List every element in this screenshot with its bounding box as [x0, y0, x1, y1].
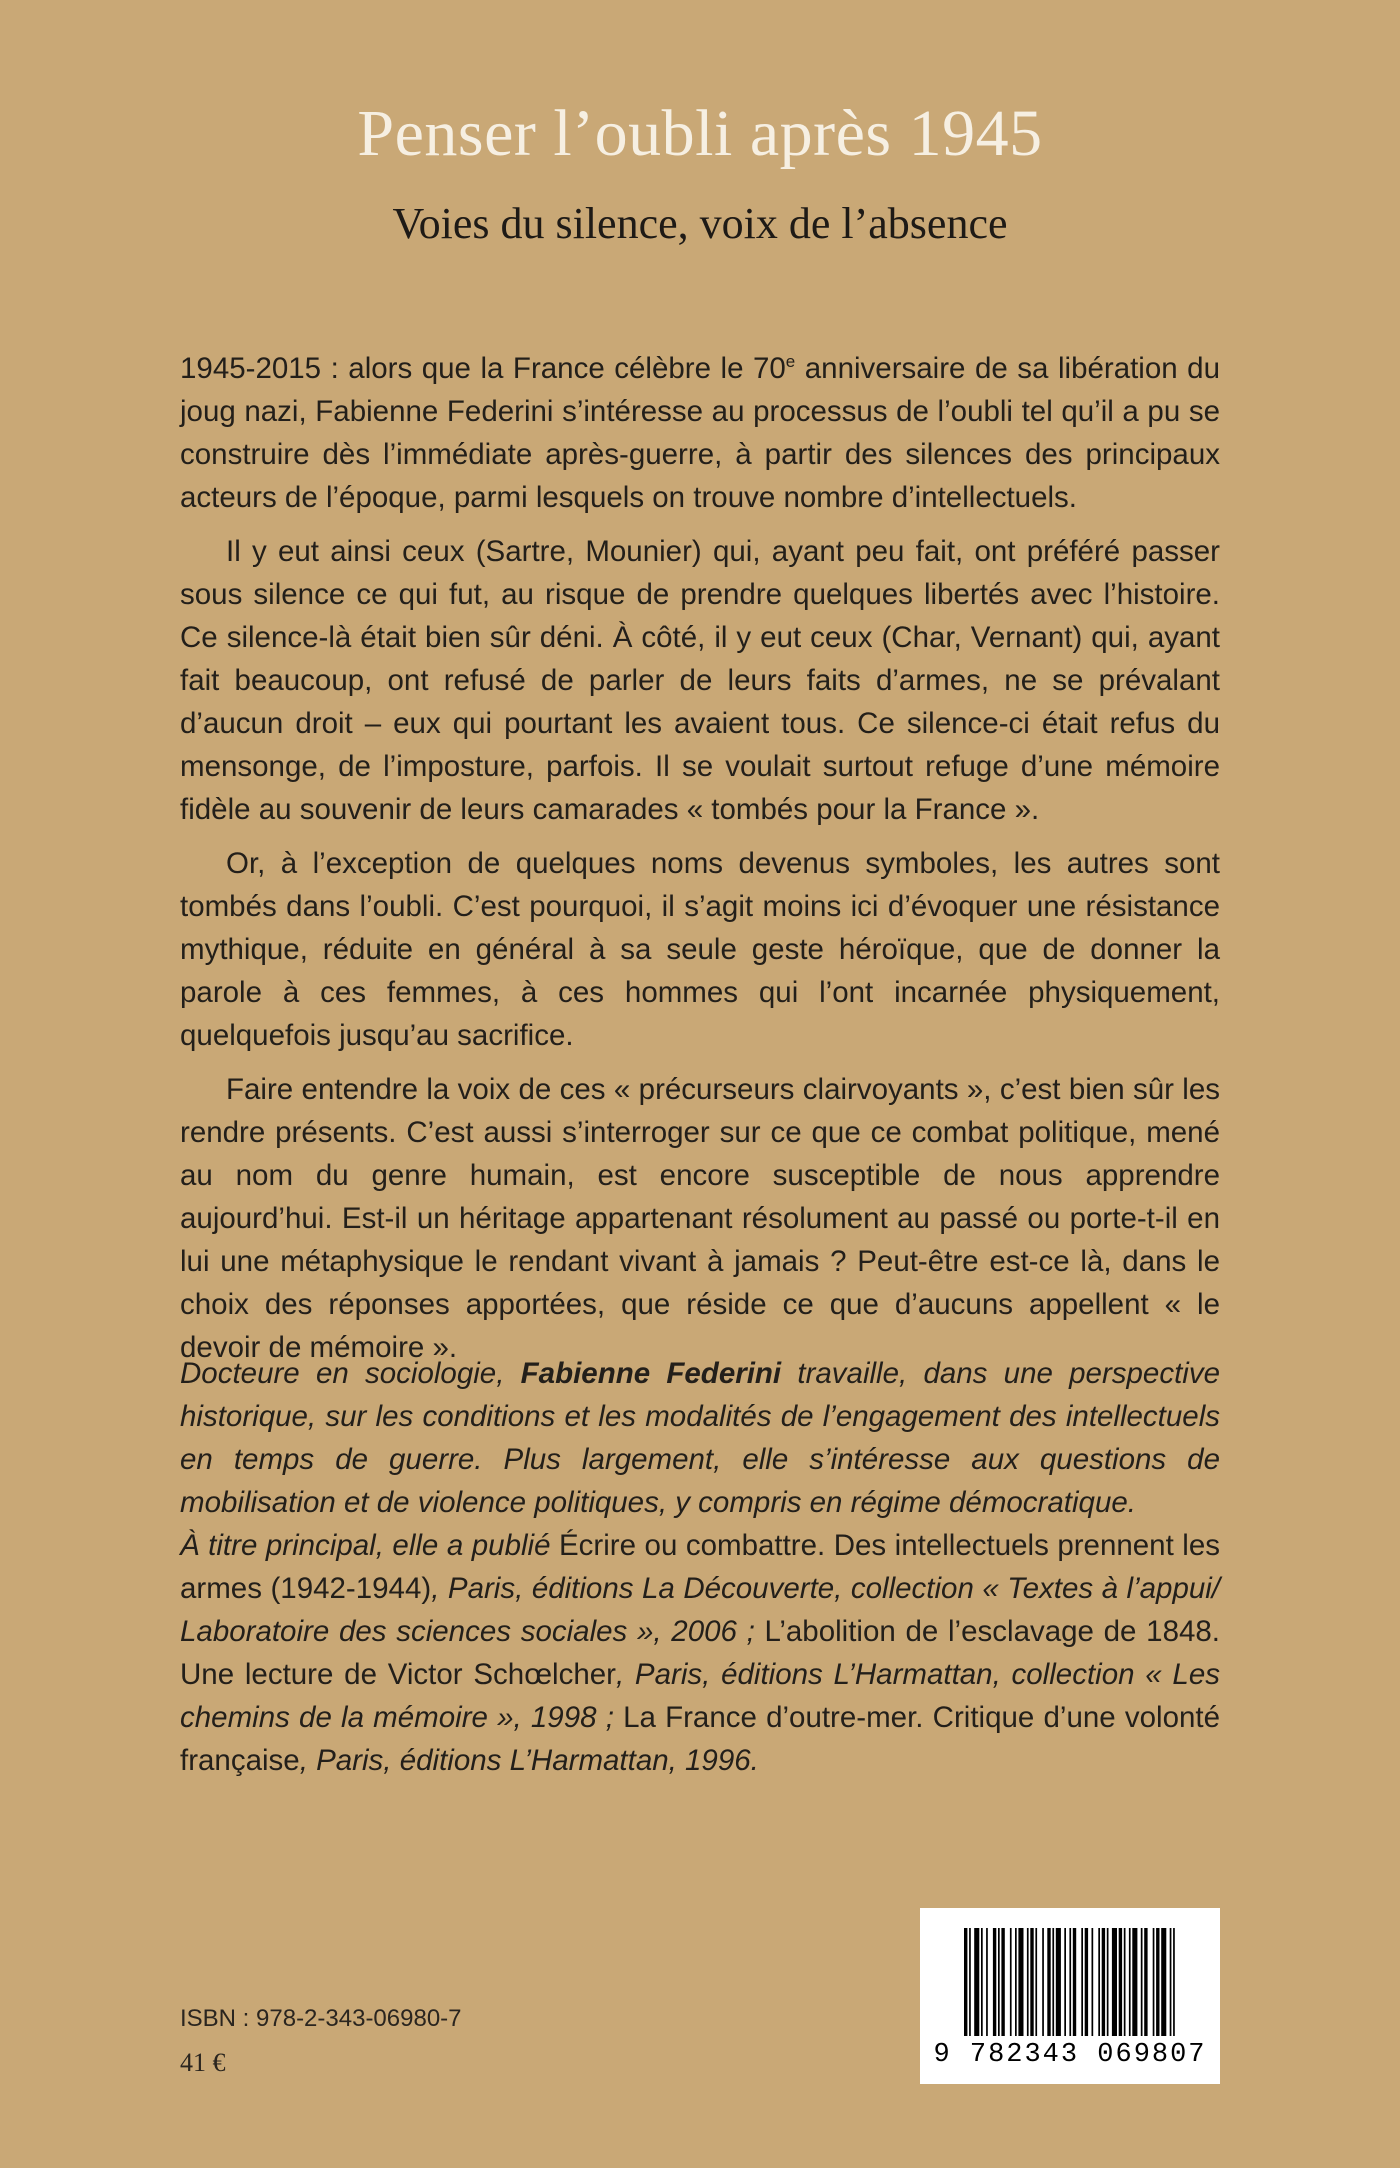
barcode-bar — [1073, 1928, 1076, 2036]
book-title: Penser l’oubli après 1945 — [357, 97, 1043, 170]
barcode-bar — [1132, 1928, 1137, 2036]
barcode-bar — [1018, 1928, 1023, 2036]
barcode-bar — [1030, 1928, 1033, 2036]
barcode-bar — [1129, 1928, 1131, 2036]
summary-paragraph-1: 1945-2015 : alors que la France célèbre le 70e anniversaire de sa libération du joug nazi, Fabienne Federini s’intéresse au processus de l’oubli tel qu’il a pu se construire dès l’immédiate après-guerre, à partir des silences des principaux acteurs de l’époque, parmi lesquels on trouve nombre d’intellectuels. — [180, 351, 1220, 514]
price-label: 41 € — [180, 2048, 226, 2077]
barcode-bar — [1035, 1928, 1037, 2036]
barcode-bar — [1124, 1928, 1126, 2036]
barcode-bar — [1161, 1928, 1166, 2036]
barcode-number: 9 782343 069807 — [933, 2040, 1207, 2070]
summary-paragraph-3: Or, à l’exception de quelques noms devenus symboles, les autres sont tombés dans l’oubli. C’est pourquoi, il s’agit moins ici d’évoquer une résistance mythique, réduite en général à sa seule geste héroïque, que de donner la parole à ces femmes, à ces hommes qui l’ont incarnée physiquement, quelquefois jusqu’au sacrifice. — [180, 846, 1220, 1052]
summary-text — [180, 340, 1220, 1380]
barcode-bar — [1069, 1928, 1071, 2036]
barcode-bar — [1098, 1928, 1100, 2036]
barcode-bars — [960, 1928, 1180, 2038]
barcode-bar — [1112, 1928, 1117, 2036]
barcode — [920, 1908, 1220, 2084]
author-bio — [180, 1352, 1220, 1782]
book-2-title: L’abolition de l’esclavage de 1848. Une lecture de Victor Schœlcher — [180, 1615, 1220, 1691]
barcode-bar — [1119, 1928, 1122, 2036]
barcode-bar — [1001, 1928, 1004, 2036]
book-3-title: La France d’outre-mer. Critique d’une volonté française — [180, 1701, 1220, 1777]
book-subtitle: Voies du silence, voix de l’absence — [392, 199, 1008, 248]
barcode-bar — [1144, 1928, 1147, 2036]
barcode-bar — [1047, 1928, 1050, 2036]
barcode-bar — [1107, 1928, 1109, 2036]
barcode-bar — [964, 1928, 967, 2036]
barcode-bar — [993, 1928, 996, 2036]
barcode-bar — [969, 1928, 971, 2036]
publications-paragraph: À titre principal, elle a publié Écrire ou combattre. Des intellectuels prennent les armes (1942-1944), Paris, éditions La Découverte, collection « Textes à l’appui/ Laboratoire des sciences sociales », 2006 ; L’abolition de l’esclavage de 1848. Une lecture de Victor Schœlcher, Paris, éditions L’Harmattan, collection « Les chemins de la mémoire », 1998 ; La France d’outre-mer. Critique d’une volonté française, Paris, éditions L’Harmattan, 1996. — [180, 1529, 1221, 1777]
barcode-bar — [1153, 1928, 1155, 2036]
isbn-label: ISBN : 978-2-343-06980-7 — [180, 2005, 462, 2032]
barcode-bar — [974, 1928, 979, 2036]
barcode-bar — [1170, 1928, 1172, 2036]
barcode-bar — [1010, 1928, 1012, 2036]
barcode-bar — [1156, 1928, 1159, 2036]
barcode-bar — [1064, 1928, 1066, 2036]
barcode-bar — [986, 1928, 988, 2036]
barcode-bar — [1092, 1928, 1094, 2036]
barcode-bar — [981, 1928, 983, 2036]
barcode-bar — [1102, 1928, 1105, 2036]
barcode-bar — [1173, 1928, 1175, 2036]
barcode-bar — [1085, 1928, 1088, 2036]
author-name: Fabienne Federini — [520, 1357, 782, 1390]
book-1-title: Écrire ou combattre. Des intellectuels prennent les armes (1942-1944) — [180, 1529, 1220, 1605]
barcode-bar — [1141, 1928, 1143, 2036]
summary-paragraph-4: Faire entendre la voix de ces « précurseurs clairvoyants », c’est bien sûr les rendre présents. C’est aussi s’interroger sur ce que ce combat politique, mené au nom du genre humain, est encore susceptible de nous apprendre aujourd’hui. Est-il un héritage appartenant résolument au passé ou porte-t-il en lui une métaphysique le rendant vivant à jamais ? Peut-être est-ce là, dans le choix des réponses apportées, que réside ce que d’aucuns appellent « le devoir de mémoire ». — [180, 1072, 1220, 1364]
barcode-bar — [1081, 1928, 1083, 2036]
barcode-bar — [1056, 1928, 1061, 2036]
summary-paragraph-2: Il y eut ainsi ceux (Sartre, Mounier) qui, ayant peu fait, ont préféré passer sous silence ce qui fut, au risque de prendre quelques libertés avec l’histoire. Ce silence-là était bien sûr déni. À côté, il y eut ceux (Char, Vernant) qui, ayant fait beaucoup, ont refusé de parler de leurs faits d’armes, ne se prévalant d’aucun droit – eux qui pourtant les avaient tous. Ce silence-ci était refus du mensonge, de l’imposture, parfois. Il se voulait surtout refuge d’une mémoire fidèle au souvenir de leurs camarades « tombés pour la France ». — [180, 534, 1220, 826]
barcode-bar — [1027, 1928, 1029, 2036]
barcode-bar — [998, 1928, 1000, 2036]
bio-paragraph: Docteure en sociologie, Fabienne Federini travaille, dans une perspective historique, sur les conditions et les modalités de l’engagement des intellectuels en temps de guerre. Plus largement, elle s’intéresse aux questions de mobilisation et de violence politiques, y compris en régime démocratique. — [180, 1357, 1220, 1519]
barcode-bar — [1042, 1928, 1044, 2036]
barcode-bar — [1052, 1928, 1054, 2036]
barcode-bar — [1015, 1928, 1017, 2036]
